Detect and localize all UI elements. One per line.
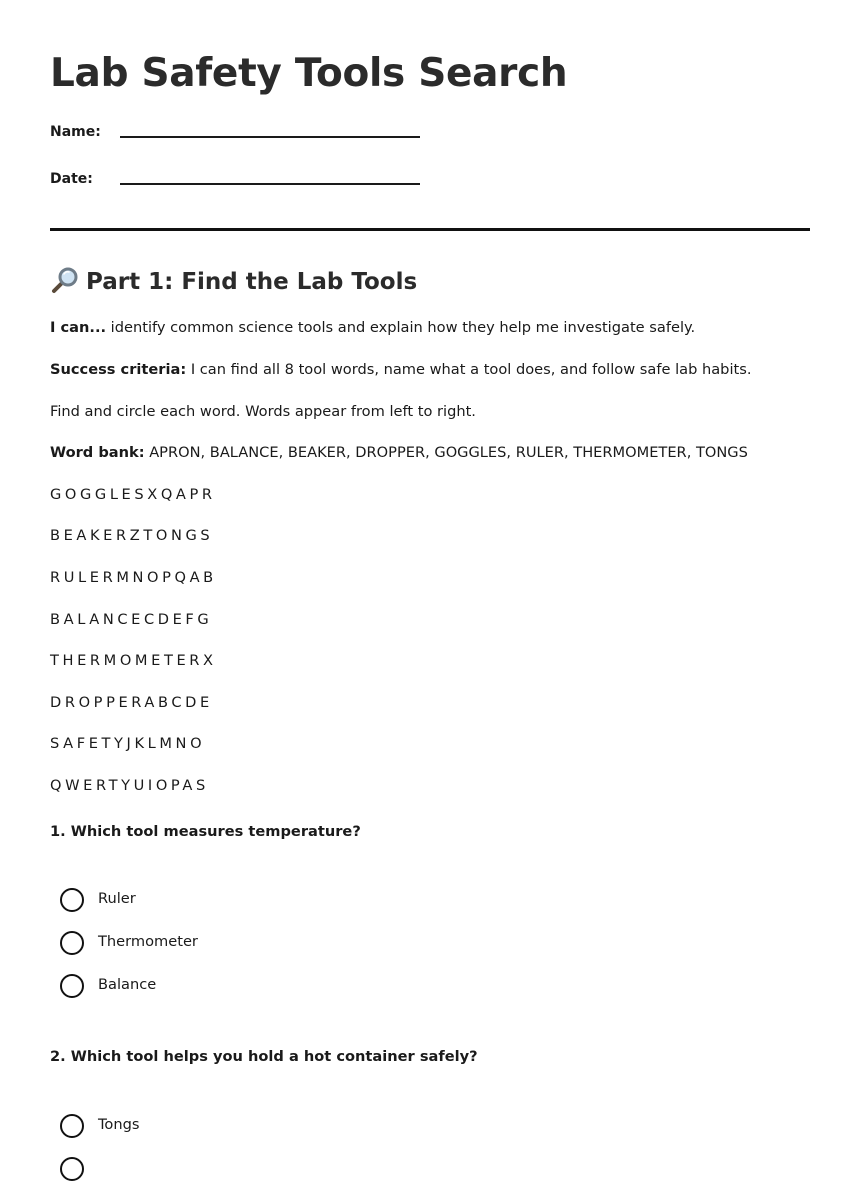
date-label: Date: <box>50 171 93 187</box>
word-bank-list: APRON, BALANCE, BEAKER, DROPPER, GOGGLES, RULER, THERMOMETER, TONGS <box>149 444 748 461</box>
date-input-line[interactable] <box>120 183 420 185</box>
puzzle-row-3[interactable]: RULERMNOPQAB <box>50 569 217 586</box>
part1-heading-text: Part 1: Find the Lab Tools <box>86 269 418 295</box>
word-bank <box>50 443 748 463</box>
q2-option-tongs[interactable] <box>60 1114 360 1140</box>
radio-button[interactable] <box>60 1114 84 1138</box>
i-can-text: identify common science tools and explain how they help me investigate safely. <box>110 319 696 336</box>
magnifying-glass-icon <box>50 265 80 295</box>
i-can-statement <box>50 318 695 338</box>
puzzle-row-6[interactable]: DROPPERABCDE <box>50 694 213 711</box>
name-field[interactable] <box>50 122 470 152</box>
puzzle-row-4[interactable]: BALANCECDEFG <box>50 611 213 628</box>
puzzle-row-5[interactable]: THERMOMETERX <box>50 652 217 669</box>
name-input-line[interactable] <box>120 136 420 138</box>
radio-button[interactable] <box>60 888 84 912</box>
success-criteria <box>50 360 751 380</box>
q1-option-ruler[interactable] <box>60 888 360 914</box>
puzzle-row-2[interactable]: BEAKERZTONGS <box>50 527 214 544</box>
part1-heading <box>50 265 417 298</box>
puzzle-row-1[interactable]: GOGGLESXQAPR <box>50 486 216 503</box>
word-bank-label: Word bank: <box>50 444 145 461</box>
option-label: Tongs <box>98 1116 140 1133</box>
question-1: 1. Which tool measures temperature? <box>50 823 361 840</box>
option-label: Ruler <box>98 890 136 907</box>
page-title: Lab Safety Tools Search <box>50 51 568 96</box>
name-label: Name: <box>50 124 101 140</box>
option-label: Balance <box>98 976 157 993</box>
radio-button[interactable] <box>60 931 84 955</box>
i-can-label: I can... <box>50 319 107 336</box>
radio-button[interactable] <box>60 974 84 998</box>
success-text: I can find all 8 tool words, name what a tool does, and follow safe lab habits. <box>190 361 752 378</box>
date-field[interactable] <box>50 169 470 199</box>
question-2: 2. Which tool helps you hold a hot container safely? <box>50 1048 478 1065</box>
option-label: Thermometer <box>98 933 198 950</box>
q1-option-thermometer[interactable] <box>60 931 360 957</box>
instructions: Find and circle each word. Words appear from left to right. <box>50 403 476 420</box>
success-label: Success criteria: <box>50 361 187 378</box>
header-divider <box>50 228 810 231</box>
q1-option-balance[interactable] <box>60 974 360 1000</box>
puzzle-row-8[interactable]: QWERTYUIOPAS <box>50 777 209 794</box>
puzzle-row-7[interactable]: SAFETYJKLMNO <box>50 735 206 752</box>
